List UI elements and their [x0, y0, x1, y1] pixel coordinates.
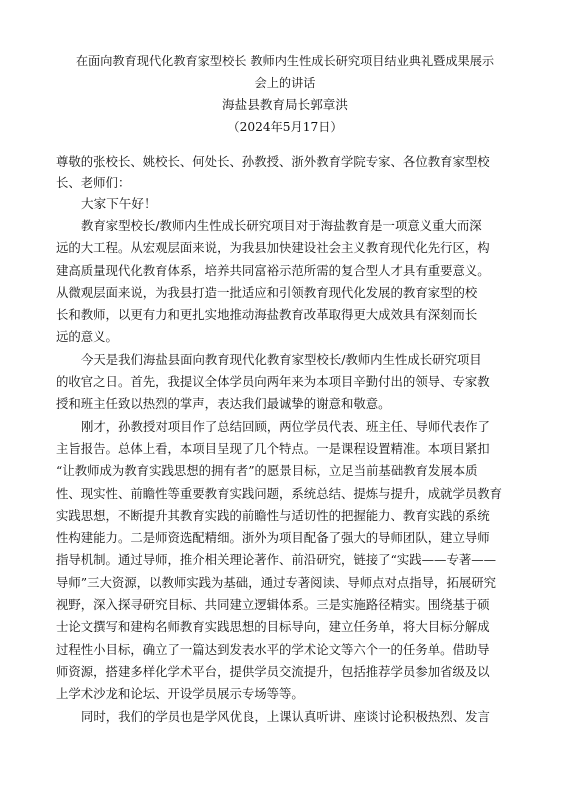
- paragraph-line: 长和教师，以更有力和更扎实地推动海盐教育改革取得更大成效具有深刻而长: [56, 307, 478, 323]
- paragraph-line: 从微观层面来说，为我县打造一批适应和引领教育现代化发展的教育家型的校: [56, 284, 478, 300]
- paragraph-line: 同时，我们的学员也是学风优良，上课认真听讲、座谈讨论积极热烈、发言: [81, 708, 490, 724]
- paragraph-line: 上学术沙龙和论坛、开设学员展示专场等等。: [56, 686, 304, 702]
- paragraph-line: 性构建能力。二是师资选配精细。浙外为项目配备了强大的导师团队，建立导师: [56, 530, 490, 546]
- paragraph-line: 主旨报告。总体上看，本项目呈现了几个特点。一是课程设置精准。本项目紧扣: [56, 440, 490, 456]
- title-line: 在面向教育现代化教育家型校长 教师内生性成长研究项目结业典礼暨成果展示: [75, 54, 495, 68]
- paragraph-2: [56, 349, 514, 416]
- speech-date: （2024年5月17日）: [227, 120, 343, 134]
- greeting: 大家下午好！: [81, 196, 157, 211]
- title-line: 会上的讲话: [254, 76, 316, 90]
- paragraph-line: 远的意义。: [56, 329, 118, 345]
- paragraph-1: [56, 215, 514, 349]
- paragraph-line: 视野，深入探寻研究目标、共同建立逻辑体系。三是实施路径精实。围绕基于硕: [56, 597, 490, 613]
- paragraph-line: 刚才，孙教授对项目作了总结回顾，两位学员代表、班主任、导师代表作了: [81, 418, 490, 434]
- paragraph-line: “让教师成为教育实践思想的拥有者”的愿景目标，立足当前基础教育发展本质: [56, 463, 478, 479]
- paragraph-line: 指导机制。通过导师，推介相关理论著作、前沿研究，链接了“实践——专著——: [56, 552, 497, 568]
- author-line: 海盐县教育局长郭章洪: [222, 97, 348, 112]
- document-title: [56, 50, 514, 94]
- paragraph-line: 今天是我们海盐县面向教育现代化教育家型校长/教师内生性成长研究项目: [81, 351, 482, 367]
- paragraph-3: [56, 416, 514, 706]
- paragraph-line: 实践思想，不断提升其教育实践的前瞻性与适切性的把握能力、教育实践的系统: [56, 507, 490, 523]
- paragraph-line: 士论文撰写和建构名师教育实践思想的目标导向，建立任务单，将大目标分解成: [56, 619, 490, 635]
- paragraph-line: 授和班主任致以热烈的掌声，表达我们最诚挚的谢意和敬意。: [56, 396, 391, 412]
- paragraph-line: 性、现实性、前瞻性等重要教育实践问题，系统总结、提炼与提升，成就学员教育: [56, 485, 503, 501]
- paragraph-line: 的收官之日。首先，我提议全体学员向两年来为本项目辛勤付出的领导、专家教: [56, 374, 490, 390]
- salutation-line: 尊敬的张校长、姚校长、何处长、孙教授、浙外教育学院专家、各位教育家型校: [56, 154, 490, 169]
- paragraph-line: 教育家型校长/教师内生性成长研究项目对于海盐教育是一项意义重大而深: [81, 218, 482, 233]
- paragraph-line: 导师”三大资源，以教师实践为基础，通过专著阅读、导师点对点指导，拓展研究: [56, 574, 497, 590]
- salutation-line: 长、老师们：: [56, 174, 131, 190]
- salutation: [56, 152, 514, 193]
- paragraph-line: 师资源，搭建多样化学术平台，提供学员交流提升，包括推荐学员参加省级及以: [56, 663, 490, 679]
- document-page: [56, 50, 514, 728]
- paragraph-line: 远的大工程。从宏观层面来说，为我县加快建设社会主义教育现代化先行区，构: [56, 240, 490, 256]
- paragraph-line: 过程性小目标，确立了一篇达到发表水平的学术论文等六个一的任务单。借助导: [56, 641, 490, 657]
- paragraph-line: 建高质量现代化教育体系，培养共同富裕示范所需的复合型人才具有重要意义。: [56, 262, 490, 278]
- paragraph-4: [56, 706, 514, 728]
